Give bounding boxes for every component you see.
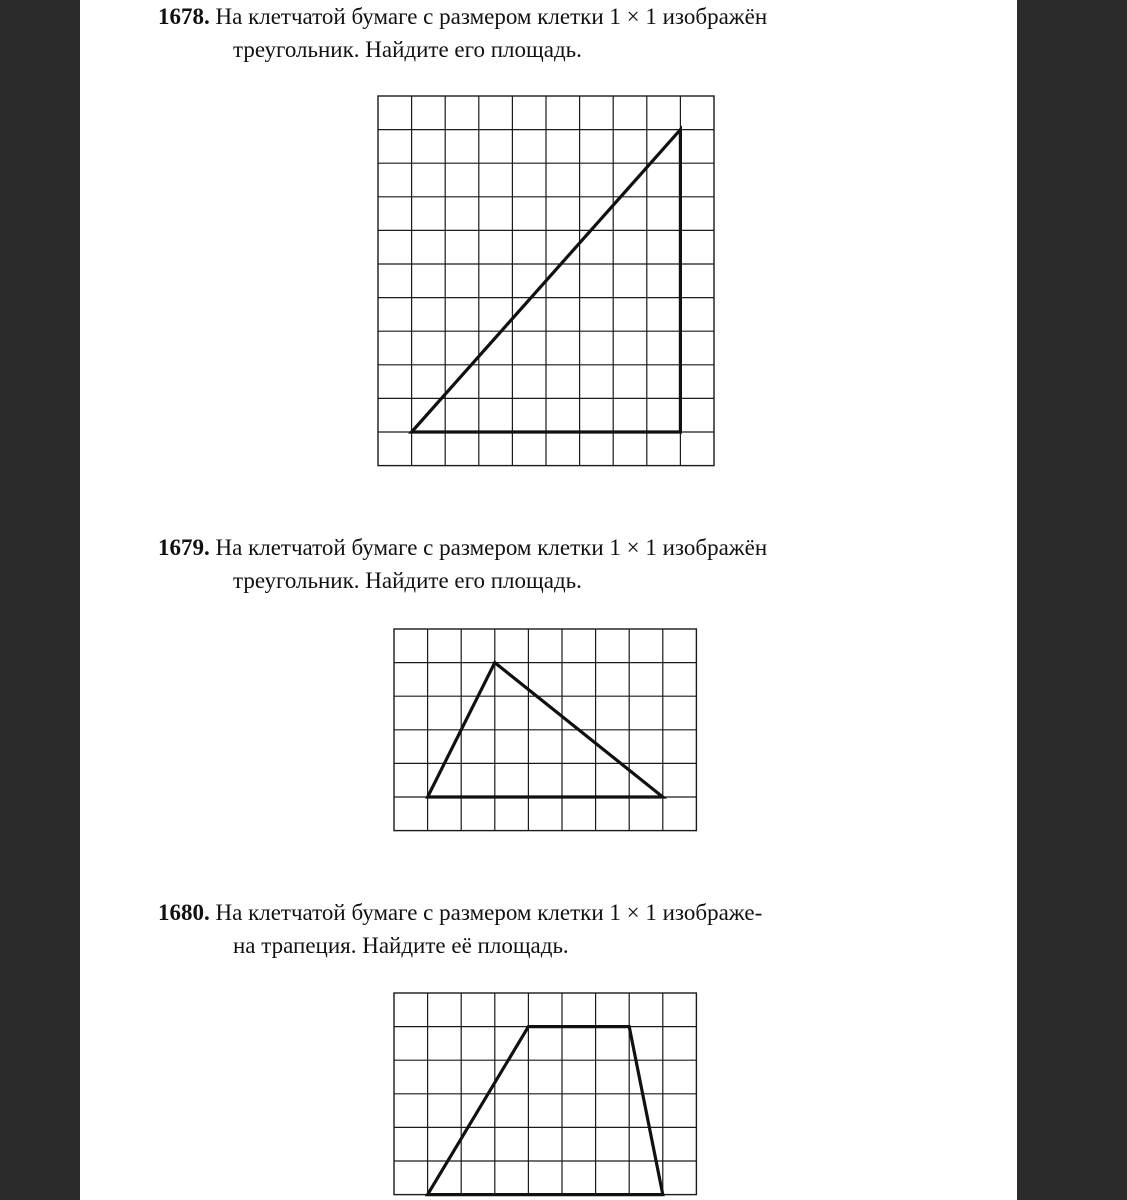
grid-triangle-figure bbox=[377, 95, 715, 468]
problem-statement: На клетчатой бумаге с размером клетки 1 × 1 изображён bbox=[215, 4, 768, 29]
problem-text-line-2: треугольник. Найдите его площадь. bbox=[233, 37, 582, 62]
problem-text-line-1 bbox=[158, 0, 958, 33]
document-page bbox=[80, 0, 1017, 1200]
problem-text-line-1 bbox=[158, 896, 958, 929]
problem-1680 bbox=[158, 896, 958, 962]
grid-triangle-figure bbox=[393, 628, 699, 833]
problem-number: 1680. bbox=[158, 900, 210, 925]
problem-1679 bbox=[158, 531, 958, 597]
problem-text-line-2: треугольник. Найдите его площадь. bbox=[233, 568, 582, 593]
problem-statement: На клетчатой бумаге с размером клетки 1 × 1 изображе- bbox=[215, 900, 763, 925]
problem-number: 1679. bbox=[158, 535, 210, 560]
problem-statement: На клетчатой бумаге с размером клетки 1 × 1 изображён bbox=[215, 535, 768, 560]
problem-1678 bbox=[158, 0, 958, 66]
problem-number: 1678. bbox=[158, 4, 210, 29]
problem-text-line-1 bbox=[158, 531, 958, 564]
problem-text-line-2: на трапеция. Найдите её площадь. bbox=[233, 933, 569, 958]
grid-trapezoid-figure bbox=[393, 992, 699, 1200]
trapezoid-shape bbox=[428, 1027, 663, 1195]
